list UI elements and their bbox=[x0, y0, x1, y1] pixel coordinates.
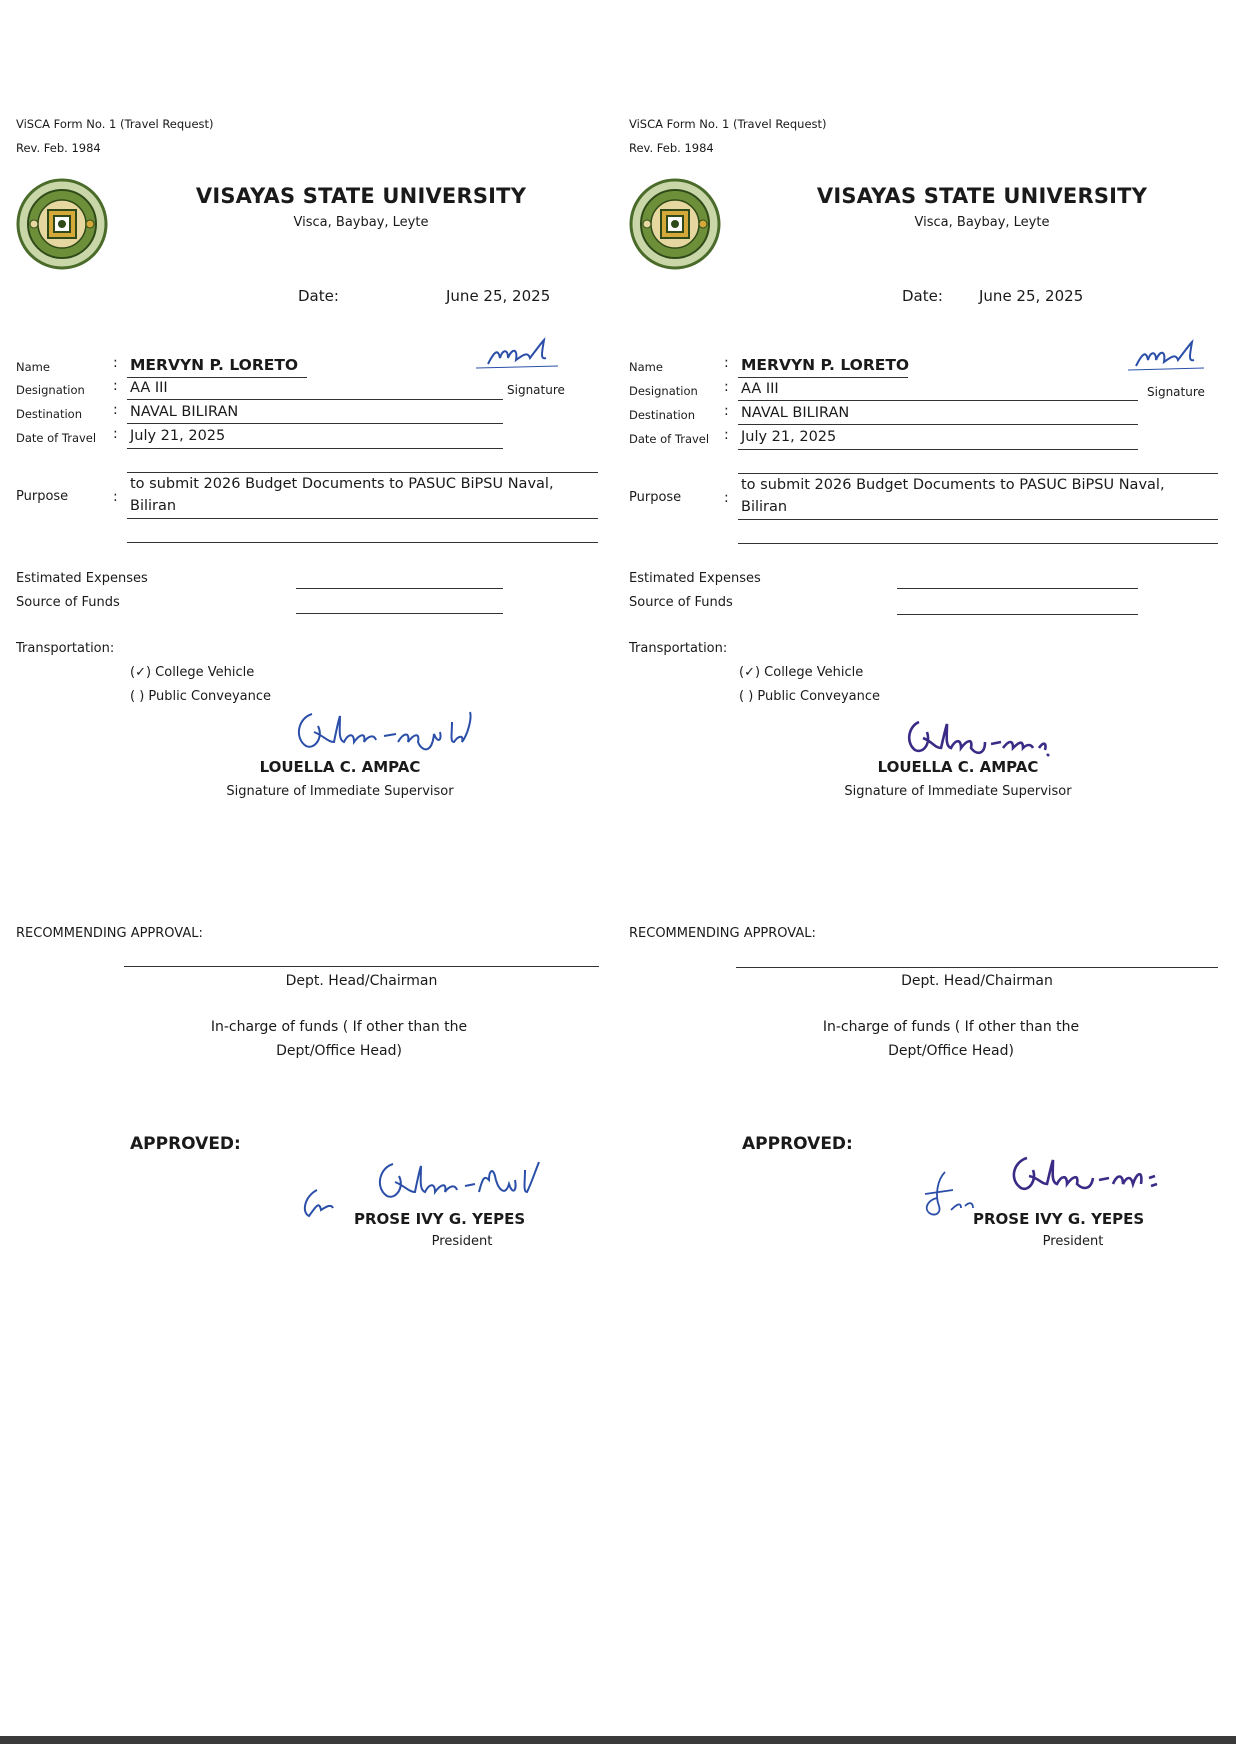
purpose-line-2: Biliran bbox=[741, 499, 788, 515]
handwritten-signature bbox=[1134, 340, 1204, 370]
colon: : bbox=[724, 427, 729, 443]
university-name: VISAYAS STATE UNIVERSITY bbox=[816, 184, 1148, 208]
name-underline bbox=[127, 377, 307, 378]
purpose-line-2: Biliran bbox=[130, 498, 177, 514]
source-of-funds-label: Source of Funds bbox=[16, 595, 120, 610]
form-revision: Rev. Feb. 1984 bbox=[16, 141, 101, 155]
name-label: Name bbox=[629, 360, 663, 374]
signature-label: Signature bbox=[507, 383, 565, 397]
destination-underline bbox=[738, 424, 1138, 425]
date-of-travel-label: Date of Travel bbox=[629, 432, 710, 446]
estimated-expenses-label: Estimated Expenses bbox=[16, 571, 148, 586]
university-name: VISAYAS STATE UNIVERSITY bbox=[195, 184, 527, 208]
transportation-label: Transportation: bbox=[629, 641, 728, 656]
university-seal-icon bbox=[629, 178, 721, 270]
president-name: PROSE IVY G. YEPES bbox=[973, 1210, 1145, 1228]
designation-label: Designation bbox=[16, 383, 85, 397]
name-label: Name bbox=[16, 360, 50, 374]
source-of-funds-line bbox=[296, 613, 503, 614]
president-title: President bbox=[1042, 1234, 1104, 1249]
dept-head-signature-line bbox=[124, 966, 599, 967]
president-name: PROSE IVY G. YEPES bbox=[354, 1210, 526, 1228]
handwritten-signature bbox=[284, 708, 484, 756]
in-charge-line-2: Dept/Office Head) bbox=[888, 1043, 1014, 1059]
name-underline bbox=[738, 377, 908, 378]
option-public-conveyance: ( ) Public Conveyance bbox=[739, 689, 881, 704]
scan-bottom-edge bbox=[0, 1736, 1236, 1744]
transportation-label: Transportation: bbox=[16, 641, 115, 656]
source-of-funds-label: Source of Funds bbox=[629, 595, 733, 610]
form-number: ViSCA Form No. 1 (Travel Request) bbox=[629, 117, 827, 131]
supervisor-title: Signature of Immediate Supervisor bbox=[226, 784, 454, 799]
designation-label: Designation bbox=[629, 384, 698, 398]
designation-value: AA III bbox=[130, 380, 168, 396]
purpose-line-1: to submit 2026 Budget Documents to PASUC BiPSU Naval, bbox=[741, 477, 1165, 493]
travel-request-form-right bbox=[629, 0, 1229, 1300]
purpose-underline bbox=[127, 518, 598, 519]
name-value: MERVYN P. LORETO bbox=[741, 356, 910, 374]
travel-request-form-left bbox=[16, 0, 616, 1300]
destination-underline bbox=[127, 423, 503, 424]
option-college-vehicle: (✓) College Vehicle bbox=[739, 665, 864, 680]
colon: : bbox=[724, 355, 729, 371]
handwritten-signature bbox=[899, 718, 1059, 758]
form-number: ViSCA Form No. 1 (Travel Request) bbox=[16, 117, 214, 131]
recommending-approval-label: RECOMMENDING APPROVAL: bbox=[16, 926, 203, 941]
purpose-label: Purpose bbox=[629, 490, 682, 505]
purpose-top-line bbox=[738, 473, 1218, 474]
purpose-label: Purpose bbox=[16, 489, 69, 504]
supervisor-name: LOUELLA C. AMPAC bbox=[877, 758, 1039, 776]
colon: : bbox=[113, 402, 118, 418]
destination-value: NAVAL BILIRAN bbox=[130, 404, 239, 420]
supervisor-name: LOUELLA C. AMPAC bbox=[259, 758, 421, 776]
purpose-extra-line bbox=[738, 543, 1218, 544]
estimated-expenses-line bbox=[296, 588, 503, 589]
designation-underline bbox=[127, 399, 503, 400]
dept-head-label: Dept. Head/Chairman bbox=[901, 973, 1053, 989]
in-charge-line-2: Dept/Office Head) bbox=[276, 1043, 402, 1059]
destination-label: Destination bbox=[629, 408, 695, 422]
supervisor-title: Signature of Immediate Supervisor bbox=[844, 784, 1072, 799]
estimated-expenses-line bbox=[897, 588, 1138, 589]
date-of-travel-underline bbox=[738, 449, 1138, 450]
approved-label: APPROVED: bbox=[742, 1134, 853, 1154]
purpose-underline bbox=[738, 519, 1218, 520]
purpose-top-line bbox=[127, 472, 598, 473]
colon: : bbox=[724, 379, 729, 395]
dept-head-signature-line bbox=[736, 967, 1218, 968]
estimated-expenses-label: Estimated Expenses bbox=[629, 571, 761, 586]
dept-head-label: Dept. Head/Chairman bbox=[285, 973, 438, 989]
colon: : bbox=[724, 403, 729, 419]
approved-label: APPROVED: bbox=[130, 1134, 241, 1154]
date-label: Date: bbox=[902, 287, 943, 305]
colon: : bbox=[113, 426, 118, 442]
form-revision: Rev. Feb. 1984 bbox=[629, 141, 714, 155]
name-value: MERVYN P. LORETO bbox=[130, 356, 299, 374]
university-seal-icon bbox=[16, 178, 108, 270]
date-value: June 25, 2025 bbox=[979, 287, 1084, 305]
date-label: Date: bbox=[298, 287, 339, 305]
date-value: June 25, 2025 bbox=[446, 287, 551, 305]
in-charge-line-1: In-charge of funds ( If other than the bbox=[822, 1019, 1080, 1035]
handwritten-signature bbox=[486, 338, 556, 368]
option-public-conveyance: ( ) Public Conveyance bbox=[130, 689, 272, 704]
option-college-vehicle: (✓) College Vehicle bbox=[130, 665, 255, 680]
university-address: Visca, Baybay, Leyte bbox=[914, 215, 1050, 230]
source-of-funds-line bbox=[897, 614, 1138, 615]
purpose-extra-line bbox=[127, 542, 598, 543]
recommending-approval-label: RECOMMENDING APPROVAL: bbox=[629, 926, 816, 941]
purpose-line-1: to submit 2026 Budget Documents to PASUC BiPSU Naval, bbox=[130, 476, 554, 492]
colon: : bbox=[113, 355, 118, 371]
date-of-travel-underline bbox=[127, 448, 503, 449]
university-address: Visca, Baybay, Leyte bbox=[293, 215, 429, 230]
destination-label: Destination bbox=[16, 407, 82, 421]
in-charge-line-1: In-charge of funds ( If other than the bbox=[210, 1019, 468, 1035]
designation-value: AA III bbox=[741, 381, 779, 397]
colon: : bbox=[113, 489, 118, 505]
date-of-travel-value: July 21, 2025 bbox=[741, 429, 837, 445]
signature-label: Signature bbox=[1147, 385, 1205, 399]
colon: : bbox=[113, 378, 118, 394]
designation-underline bbox=[738, 400, 1138, 401]
president-title: President bbox=[431, 1234, 493, 1249]
destination-value: NAVAL BILIRAN bbox=[741, 405, 850, 421]
date-of-travel-value: July 21, 2025 bbox=[130, 428, 226, 444]
date-of-travel-label: Date of Travel bbox=[16, 431, 97, 445]
colon: : bbox=[724, 490, 729, 506]
